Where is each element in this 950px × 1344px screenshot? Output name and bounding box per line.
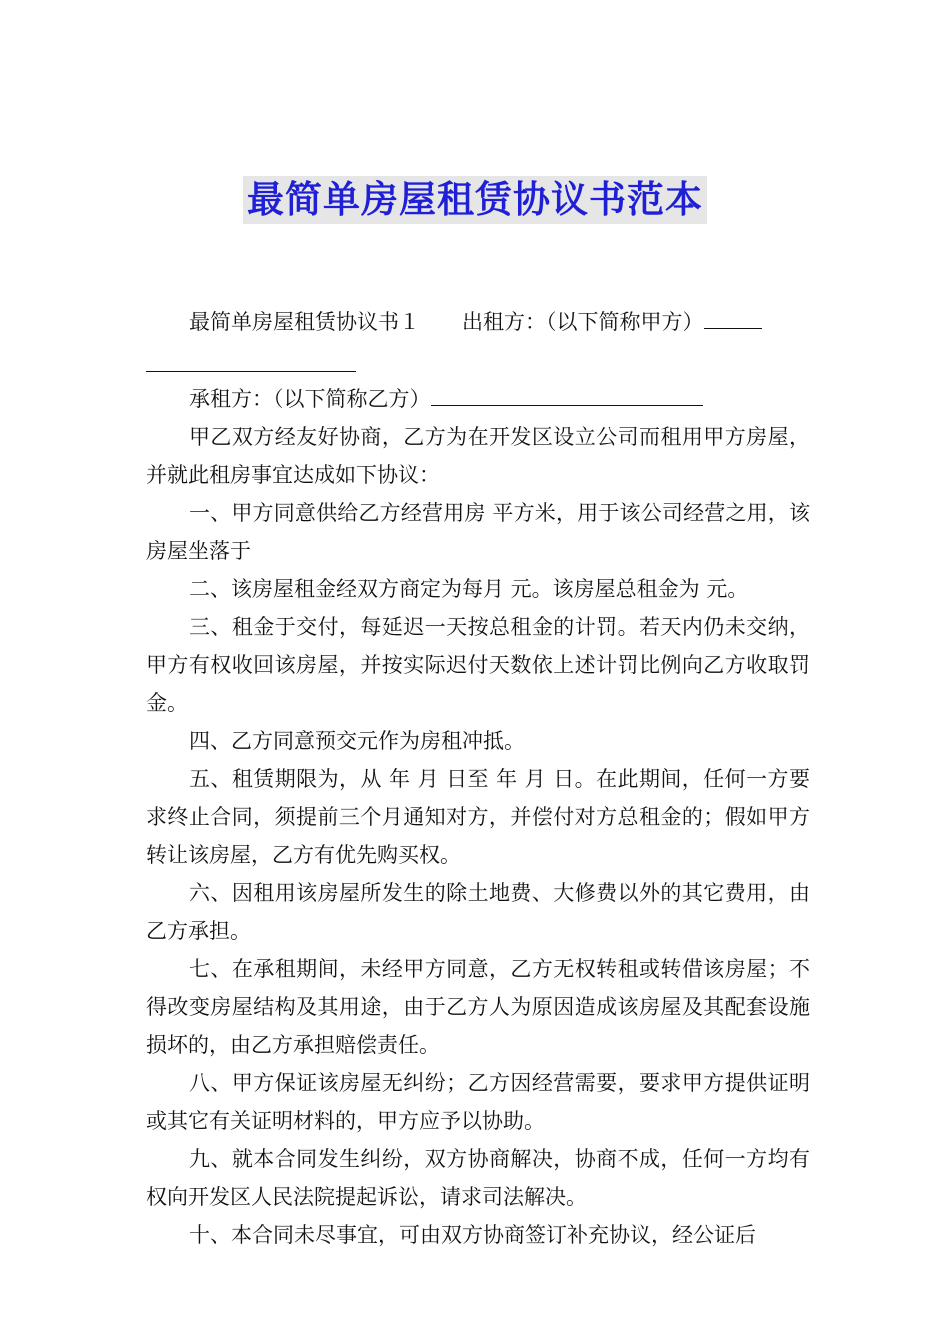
paragraph-preamble: 甲乙双方经友好协商，乙方为在开发区设立公司而租用甲方房屋，并就此租房事宜达成如下协议： <box>146 425 810 487</box>
title-container <box>0 176 950 224</box>
paragraph-clause-8: 八、甲方保证该房屋无纠纷；乙方因经营需要，要求甲方提供证明或其它有关证明材料的，甲方应予以协助。 <box>146 1071 810 1133</box>
blank-line-lessor-continued <box>146 341 356 372</box>
paragraph-text: 最简单房屋租赁协议书１ 出租方：（以下简称甲方） <box>189 310 704 334</box>
paragraph-clause-2: 二、该房屋租金经双方商定为每月 元。该房屋总租金为 元。 <box>189 577 749 601</box>
paragraph-clause-3: 三、租金于交付，每延迟一天按总租金的计罚。若天内仍未交纳，甲方有权收回该房屋，并按实际迟付天数依上述计罚比例向乙方收取罚金。 <box>146 615 810 715</box>
blank-line-lessee <box>431 383 703 406</box>
document-title: 最简单房屋租赁协议书范本 <box>243 176 707 224</box>
paragraph-clause-10: 十、本合同未尽事宜，可由双方协商签订补充协议，经公证后 <box>189 1223 756 1247</box>
paragraph-text: 承租方：（以下简称乙方） <box>189 387 431 411</box>
paragraph-clause-5: 五、租赁期限为，从 年 月 日至 年 月 日。在此期间，任何一方要求终止合同，须提前三个月通知对方，并偿付对方总租金的；假如甲方转让该房屋，乙方有优先购买权。 <box>146 767 810 867</box>
paragraph-clause-4: 四、乙方同意预交元作为房租冲抵。 <box>189 729 525 753</box>
paragraph-clause-9: 九、就本合同发生纠纷，双方协商解决，协商不成，任何一方均有权向开发区人民法院提起诉讼，请求司法解决。 <box>146 1147 810 1209</box>
paragraph-lessee <box>146 380 810 418</box>
document-body <box>146 303 810 1254</box>
blank-line-lessor <box>704 306 762 329</box>
paragraph-clause-7: 七、在承租期间，未经甲方同意，乙方无权转租或转借该房屋；不得改变房屋结构及其用途，由于乙方人为原因造成该房屋及其配套设施损坏的，由乙方承担赔偿责任。 <box>146 957 810 1057</box>
paragraph-clause-1: 一、甲方同意供给乙方经营用房 平方米，用于该公司经营之用，该房屋坐落于 <box>146 501 810 563</box>
paragraph-lessor <box>146 303 810 341</box>
paragraph-clause-6: 六、因租用该房屋所发生的除土地费、大修费以外的其它费用，由乙方承担。 <box>146 881 810 943</box>
